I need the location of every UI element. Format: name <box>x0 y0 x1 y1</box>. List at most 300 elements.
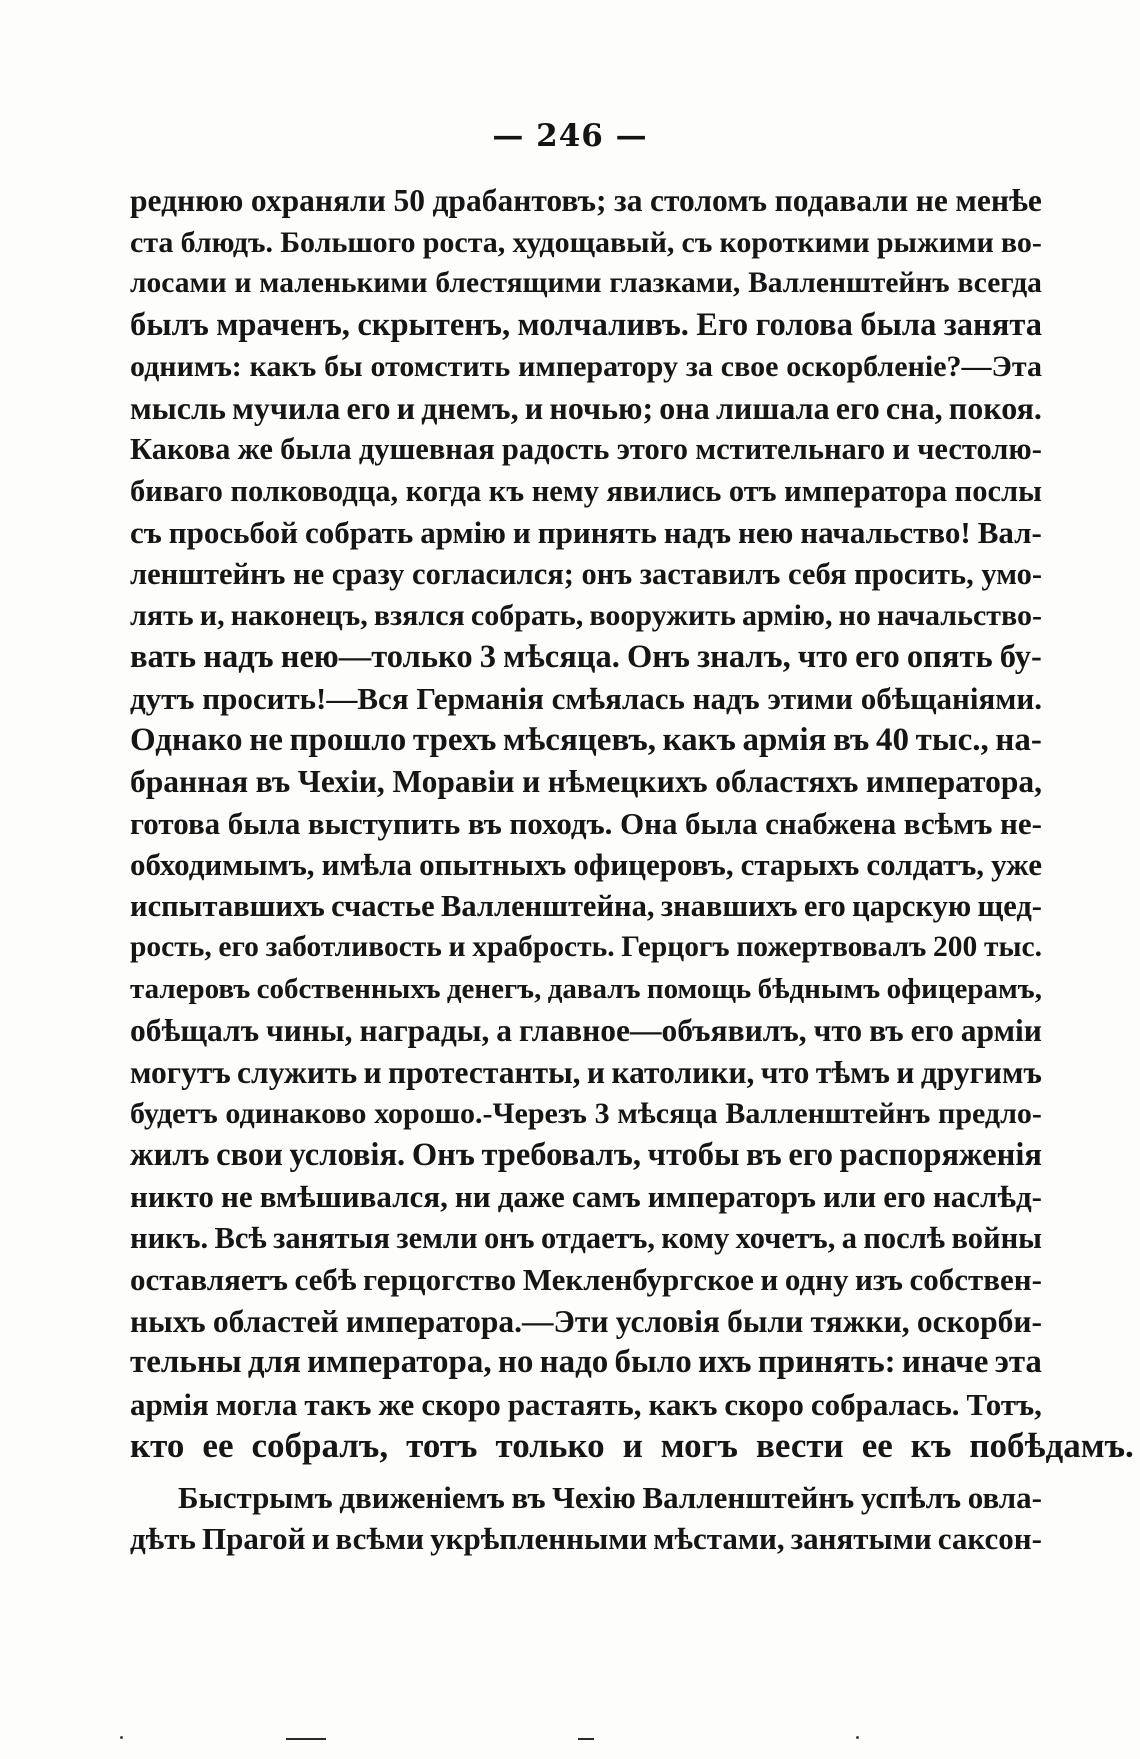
word: испытавшихъ <box>130 888 325 923</box>
word: успѣлъ <box>860 1479 962 1515</box>
word: роста, <box>422 225 506 259</box>
word: мучила <box>232 389 341 426</box>
text-line <box>130 1301 1042 1343</box>
word: 50 <box>393 183 425 218</box>
word: лять <box>130 599 194 632</box>
word: голова <box>755 306 853 343</box>
word: укрѣпленными <box>430 1521 648 1556</box>
text-line <box>130 512 1042 554</box>
word: нею—только <box>280 638 473 675</box>
word: къ <box>488 473 525 508</box>
word: наслѣд- <box>932 1179 1042 1214</box>
word: мѣсяца. <box>503 638 620 675</box>
word: и <box>586 1054 606 1090</box>
word: Чехію <box>552 1479 636 1515</box>
word: другимъ <box>920 1054 1042 1090</box>
word: Валленштейнъ <box>748 267 950 299</box>
word: была <box>685 805 758 841</box>
word: арміи <box>960 1013 1042 1048</box>
word: пожертвовалъ <box>736 931 927 963</box>
word: опять <box>906 638 993 675</box>
word: армія <box>130 1386 209 1422</box>
word: ныхъ <box>130 1303 206 1339</box>
word: честолю- <box>917 432 1042 466</box>
word: тыс. <box>983 931 1042 963</box>
word: могъ <box>660 1426 738 1465</box>
word: императору <box>518 350 678 383</box>
word: этими <box>767 681 853 716</box>
word: офицеровъ, <box>573 847 734 882</box>
word: свое <box>720 350 779 383</box>
word: Германія <box>416 681 544 716</box>
word: растаять, <box>507 1386 642 1422</box>
word: требовалъ, <box>481 1136 641 1173</box>
word: знавшихъ <box>660 888 798 923</box>
word: принять: <box>757 1344 896 1380</box>
text-line <box>130 1052 1042 1094</box>
word: оскорбленіе?—Эта <box>786 350 1042 383</box>
word: Валленштейнъ <box>725 1097 931 1130</box>
word: маленькими <box>259 267 428 299</box>
word: скрытенъ, <box>357 306 511 343</box>
word: изъ <box>855 1262 903 1297</box>
word: протестанты, <box>388 1054 581 1090</box>
word: полководца, <box>230 473 399 508</box>
word: хорошо.-Черезъ <box>374 1097 587 1130</box>
word: или <box>822 1179 877 1214</box>
word: себя <box>788 556 847 591</box>
word: была <box>860 306 937 343</box>
word: рость, <box>130 931 212 963</box>
word: драбантовъ; <box>432 183 607 218</box>
word: Герцогъ <box>621 931 730 963</box>
word: ихъ <box>698 1344 752 1380</box>
word: начальство- <box>877 599 1042 632</box>
word: онъ <box>483 1220 535 1255</box>
word: бы <box>324 350 363 383</box>
word: просить!—Вся <box>202 681 409 716</box>
text-line <box>130 1176 1042 1218</box>
word: тѣмъ <box>815 1054 890 1090</box>
word: будетъ <box>130 1097 218 1130</box>
word: ее <box>202 1426 234 1465</box>
word: подавали <box>774 183 909 218</box>
word: обѣщаніями. <box>860 681 1042 716</box>
word: смѣялась <box>551 681 685 716</box>
word: во- <box>1000 225 1042 259</box>
word: какъ <box>662 721 736 758</box>
word: занятыми <box>790 1521 932 1556</box>
word: оставляетъ <box>130 1262 288 1297</box>
word: Однако <box>130 721 243 758</box>
word: тотъ <box>406 1426 478 1465</box>
word: собственныхъ <box>256 972 441 1005</box>
word: ни <box>454 1179 491 1214</box>
word: биваго <box>130 473 223 508</box>
word: отомстить <box>370 350 511 383</box>
word: съ <box>130 515 162 550</box>
word: герцогство <box>363 1262 517 1297</box>
word: ее <box>861 1426 893 1465</box>
word: худощавый, <box>512 225 675 259</box>
word: Его <box>696 306 749 343</box>
word: бу- <box>999 638 1042 675</box>
text-line-indented <box>130 1477 1042 1519</box>
paragraph-1 <box>130 180 1134 1467</box>
word: уже <box>991 847 1042 882</box>
word: католики, <box>611 1054 755 1090</box>
word: талеровъ <box>130 972 251 1005</box>
word: занятыя <box>273 1220 390 1255</box>
text-line <box>130 1093 1042 1135</box>
word: себѣ <box>294 1262 357 1297</box>
word: былъ <box>130 306 209 343</box>
word: надъ <box>692 681 760 716</box>
word: жилъ <box>130 1136 210 1173</box>
word: и <box>760 1262 779 1297</box>
word: какъ <box>648 1386 718 1422</box>
word: чтобы <box>647 1136 740 1173</box>
word: кому <box>661 1220 730 1255</box>
word: саксон- <box>937 1521 1042 1556</box>
word: движеніемъ <box>339 1479 505 1515</box>
word: одинаково <box>225 1097 367 1130</box>
word: обѣщалъ <box>130 1013 260 1048</box>
word: и <box>311 1521 330 1556</box>
word: тяжки, <box>810 1303 910 1339</box>
word: Мекленбургское <box>522 1262 754 1297</box>
word: просить, <box>854 556 974 591</box>
word: отъ <box>728 473 777 508</box>
word: умо- <box>981 556 1042 591</box>
word: было <box>614 1344 692 1380</box>
text-line <box>130 595 1042 637</box>
word: его <box>910 1013 954 1048</box>
word: послѣ <box>863 1220 946 1255</box>
word: офицерамъ, <box>886 972 1042 1005</box>
word: въ <box>511 1479 546 1515</box>
text-line <box>130 1518 1042 1560</box>
word: отдаетъ, <box>540 1220 656 1255</box>
text-line <box>130 180 1042 222</box>
word: Валленштейна, <box>441 888 655 923</box>
word: хочетъ, <box>735 1220 836 1255</box>
word: нѣмецкихъ <box>547 764 708 799</box>
word: готова <box>130 805 221 841</box>
text-line <box>130 1135 1042 1177</box>
text-line <box>130 761 1042 803</box>
word: кто <box>130 1426 185 1465</box>
word: императора.—Эти <box>345 1303 609 1339</box>
word: же <box>378 1386 415 1422</box>
word: 40 <box>875 721 909 758</box>
word: принять <box>537 515 657 550</box>
word: такъ <box>304 1386 372 1422</box>
word: нею <box>737 515 794 550</box>
text-line <box>130 1342 1042 1384</box>
word: за <box>614 183 643 218</box>
word: снабжена <box>765 805 897 841</box>
word: армію, <box>742 599 833 632</box>
word: его <box>346 389 391 426</box>
word: тыс., <box>915 721 989 758</box>
text-line <box>130 927 1042 969</box>
text-line <box>130 305 1042 347</box>
text-line-last <box>130 1425 1134 1467</box>
word: собрать <box>304 515 414 550</box>
text-line <box>130 803 1042 845</box>
word: надъ <box>663 515 732 550</box>
word: Какова <box>130 432 231 466</box>
text-line <box>130 678 1042 720</box>
word: но <box>497 1344 534 1380</box>
word: надо <box>539 1344 609 1380</box>
word: служить <box>237 1054 358 1090</box>
word: Большого <box>280 225 416 259</box>
word: и, <box>199 599 225 632</box>
word: для <box>247 1344 301 1380</box>
word: и <box>512 515 531 550</box>
word: его <box>803 888 846 923</box>
word: и <box>892 432 910 466</box>
word: покоя. <box>948 389 1042 426</box>
word: въ <box>255 764 291 799</box>
word: Вал- <box>977 515 1042 550</box>
word: императора, <box>865 764 1042 799</box>
text-line <box>130 471 1042 513</box>
word: скоро <box>724 1386 804 1422</box>
word: что <box>797 638 849 675</box>
text-line <box>130 1218 1042 1260</box>
word: что <box>813 1013 863 1048</box>
word: его <box>788 1136 834 1173</box>
word: мраченъ, <box>216 306 350 343</box>
word: щед- <box>977 888 1042 923</box>
scan-mark <box>578 1738 594 1740</box>
word: она <box>659 389 710 426</box>
body-text <box>130 180 1134 1560</box>
word: дутъ <box>130 681 195 716</box>
word: Быстрымъ <box>178 1479 333 1515</box>
word: глазками, <box>609 267 741 299</box>
word: послы <box>954 473 1042 508</box>
text-line <box>130 263 1042 305</box>
word: только <box>495 1426 605 1465</box>
word: главное—объявилъ, <box>518 1013 807 1048</box>
word: даже <box>497 1179 565 1214</box>
text-line <box>130 346 1042 388</box>
word: мѣстами, <box>653 1521 785 1556</box>
word: однимъ: <box>130 350 242 383</box>
word: была <box>227 805 301 841</box>
word: вмѣшивался, <box>259 1179 448 1214</box>
word: не <box>293 556 325 591</box>
word: эта <box>994 1344 1042 1380</box>
word: солдатъ, <box>866 847 985 882</box>
word: счастье <box>331 888 435 923</box>
word: Чехіи, <box>297 764 385 799</box>
word: прошло <box>289 721 407 758</box>
word: и <box>522 764 541 799</box>
word: храбрость. <box>472 931 615 963</box>
word: областяхъ <box>715 764 859 799</box>
word: награды, <box>359 1013 490 1048</box>
word: душевная <box>358 432 495 466</box>
word: зналъ, <box>697 638 791 675</box>
word: императоръ <box>647 1179 816 1214</box>
word: никъ. <box>130 1220 209 1255</box>
text-line <box>130 388 1042 430</box>
word: реднюю <box>130 183 244 218</box>
word: не- <box>999 805 1042 841</box>
word: дѣть <box>130 1521 196 1556</box>
word: бѣднымъ <box>757 972 881 1005</box>
word: же <box>237 432 273 466</box>
word: его <box>883 1179 926 1214</box>
text-line <box>130 429 1042 471</box>
word: оскорби- <box>916 1303 1042 1339</box>
word: бранная <box>130 764 249 799</box>
word: и <box>363 1054 382 1090</box>
word: и <box>622 1426 643 1465</box>
word: сна, <box>885 389 943 426</box>
word: когда <box>405 473 482 508</box>
word: не <box>220 1179 253 1214</box>
word: просьбой <box>168 515 299 550</box>
page-number: — 246 — <box>492 118 648 154</box>
word: давалъ <box>547 972 641 1005</box>
word: и <box>448 931 466 963</box>
word: условія <box>615 1303 720 1339</box>
word: императора <box>784 473 948 508</box>
paragraph-2 <box>130 1477 1042 1560</box>
word: походъ. <box>509 805 613 841</box>
word: Моравіи <box>392 764 515 799</box>
word: охраняли <box>250 183 386 218</box>
word: всѣмъ <box>903 805 993 841</box>
word: иначе <box>901 1344 989 1380</box>
word: но <box>838 599 871 632</box>
word: 200 <box>933 931 978 963</box>
word: армія <box>742 721 827 758</box>
word: собрать, <box>470 599 584 632</box>
text-line <box>130 1010 1042 1052</box>
word: днемъ, <box>421 389 519 426</box>
word: а <box>841 1220 857 1255</box>
word: были <box>727 1303 804 1339</box>
word: обходимымъ, <box>130 847 315 882</box>
word: армію <box>420 515 506 550</box>
word: собствен- <box>909 1262 1042 1297</box>
word: скоро <box>421 1386 501 1422</box>
word: наконецъ, <box>230 599 368 632</box>
word: опытныхъ <box>419 847 567 882</box>
word: Валленштейнъ <box>642 1479 855 1515</box>
text-line <box>130 720 1042 762</box>
word: что <box>760 1054 810 1090</box>
word: и <box>896 1054 915 1090</box>
word: могутъ <box>130 1054 231 1090</box>
word: собралась. <box>810 1386 960 1422</box>
word: и <box>524 389 544 426</box>
text-line <box>130 637 1042 679</box>
word: начальство! <box>800 515 971 550</box>
word: не <box>249 721 283 758</box>
word: столомъ <box>650 183 768 218</box>
word: помощь <box>646 972 752 1005</box>
word: мысль <box>130 389 226 426</box>
word: ленштейнъ <box>130 556 286 591</box>
word: заставилъ <box>639 556 781 591</box>
word: его <box>835 389 880 426</box>
word: его <box>218 931 259 963</box>
word: Онъ <box>627 638 690 675</box>
text-line <box>130 1259 1042 1301</box>
word: и <box>396 389 416 426</box>
text-line <box>130 554 1042 596</box>
word: къ <box>910 1426 952 1465</box>
text-line <box>130 844 1042 886</box>
word: всегда <box>957 267 1042 299</box>
word: предло- <box>938 1097 1042 1130</box>
word: его <box>855 638 900 675</box>
text-line <box>130 969 1042 1011</box>
word: побѣдамъ. <box>969 1426 1134 1465</box>
scan-speck <box>120 1736 123 1739</box>
word: нему <box>531 473 599 508</box>
word: вать <box>130 638 197 675</box>
word: а <box>496 1013 513 1048</box>
word: Она <box>619 805 678 841</box>
word: денегъ, <box>446 972 542 1005</box>
word: 3 <box>594 1097 610 1130</box>
word: вести <box>755 1426 844 1465</box>
word: войны <box>951 1220 1042 1255</box>
text-line <box>130 222 1042 264</box>
word: трехъ <box>412 721 497 758</box>
word: свои <box>216 1136 283 1173</box>
word: занята <box>943 306 1042 343</box>
scan-mark <box>286 1738 326 1740</box>
word: самъ <box>571 1179 641 1214</box>
word: лосами <box>130 267 227 299</box>
word: явились <box>606 473 722 508</box>
word: заботливость <box>265 931 442 963</box>
word: менѣе <box>955 183 1042 218</box>
word: мѣсяца <box>617 1097 718 1130</box>
word: условія. <box>289 1136 406 1173</box>
word: за <box>685 350 713 383</box>
word: сразу <box>331 556 405 591</box>
word: блестящими <box>435 267 602 299</box>
word: короткими <box>719 225 870 259</box>
word: одну <box>784 1262 849 1297</box>
word: на- <box>995 721 1042 758</box>
word: надъ <box>203 638 274 675</box>
word: въ <box>746 1136 782 1173</box>
word: 3 <box>479 638 496 675</box>
text-line <box>130 1384 1042 1426</box>
word: никто <box>130 1179 214 1214</box>
word: распоряженія <box>839 1136 1042 1173</box>
word: блюдъ. <box>180 225 274 259</box>
word: овла- <box>967 1479 1042 1515</box>
word: ночью; <box>549 389 654 426</box>
word: въ <box>467 805 502 841</box>
word: какъ <box>249 350 317 383</box>
word: этого <box>616 432 689 466</box>
word: лишала <box>715 389 830 426</box>
